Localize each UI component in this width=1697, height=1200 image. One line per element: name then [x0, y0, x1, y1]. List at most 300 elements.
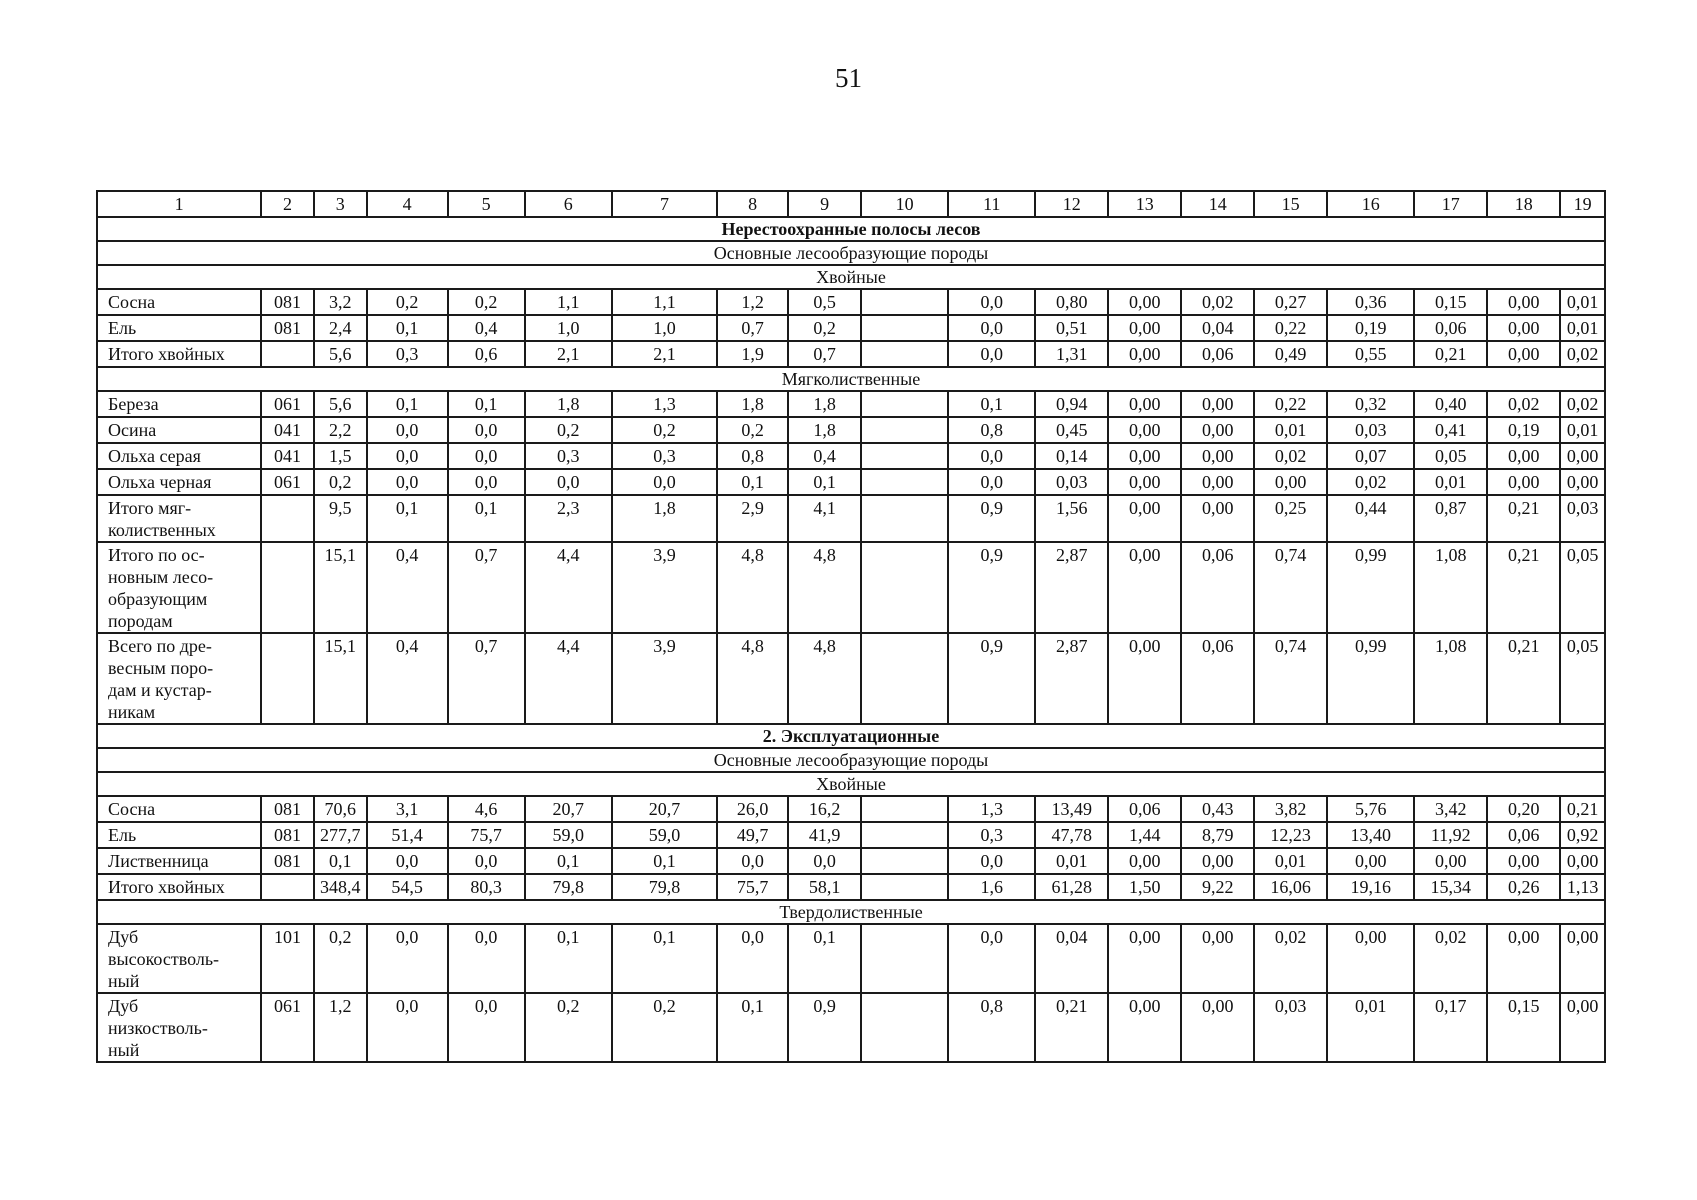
value-cell: 1,2: [314, 993, 367, 1062]
value-cell: 4,8: [717, 633, 788, 724]
value-cell: 5,6: [314, 341, 367, 367]
species-name-line: низкостволь-: [108, 1018, 208, 1038]
species-code-cell: 081: [261, 848, 314, 874]
species-name-line: Итого мяг-: [108, 498, 192, 518]
species-name-cell: [97, 443, 261, 469]
value-cell: 0,06: [1487, 822, 1560, 848]
species-code-cell: [261, 495, 314, 542]
value-cell: 5,6: [314, 391, 367, 417]
block-title-row: [97, 748, 1605, 772]
value-cell: 0,21: [1560, 796, 1605, 822]
species-code-cell: [261, 542, 314, 633]
table-row: [97, 469, 1605, 495]
value-cell: 0,94: [1035, 391, 1108, 417]
value-cell: [861, 417, 948, 443]
value-cell: [861, 848, 948, 874]
value-cell: 0,00: [1181, 495, 1254, 542]
value-cell: [861, 443, 948, 469]
value-cell: 0,45: [1035, 417, 1108, 443]
value-cell: 348,4: [314, 874, 367, 900]
value-cell: 0,2: [525, 993, 612, 1062]
column-number-cell: 16: [1327, 191, 1414, 217]
section-title: Нерестоохранные полосы лесов: [97, 217, 1605, 241]
value-cell: 80,3: [448, 874, 525, 900]
value-cell: 3,9: [612, 542, 717, 633]
value-cell: 0,21: [1487, 542, 1560, 633]
table-row: [97, 495, 1605, 542]
value-cell: 0,0: [367, 417, 448, 443]
value-cell: 0,36: [1327, 289, 1414, 315]
forest-stock-table: [96, 190, 1606, 1063]
value-cell: 0,06: [1414, 315, 1487, 341]
value-cell: 9,22: [1181, 874, 1254, 900]
value-cell: 0,0: [948, 315, 1035, 341]
value-cell: 15,34: [1414, 874, 1487, 900]
species-name-cell: [97, 924, 261, 993]
species-code-cell: [261, 341, 314, 367]
value-cell: 0,00: [1181, 848, 1254, 874]
species-name-line: Ель: [108, 318, 137, 338]
value-cell: 59,0: [612, 822, 717, 848]
value-cell: 0,01: [1035, 848, 1108, 874]
value-cell: 0,3: [948, 822, 1035, 848]
value-cell: 0,02: [1414, 924, 1487, 993]
value-cell: 0,00: [1487, 315, 1560, 341]
value-cell: 0,32: [1327, 391, 1414, 417]
column-number-cell: 9: [788, 191, 861, 217]
value-cell: 0,0: [948, 469, 1035, 495]
value-cell: 0,15: [1414, 289, 1487, 315]
group-title-row: [97, 772, 1605, 796]
value-cell: 75,7: [448, 822, 525, 848]
section-title: 2. Эксплуатационные: [97, 724, 1605, 748]
value-cell: 0,1: [367, 315, 448, 341]
value-cell: 2,1: [612, 341, 717, 367]
value-cell: 0,21: [1414, 341, 1487, 367]
group-title: Хвойные: [97, 772, 1605, 796]
value-cell: 1,8: [788, 391, 861, 417]
value-cell: [861, 993, 948, 1062]
value-cell: 0,1: [367, 495, 448, 542]
value-cell: 47,78: [1035, 822, 1108, 848]
value-cell: 1,3: [948, 796, 1035, 822]
value-cell: 3,82: [1254, 796, 1327, 822]
value-cell: 0,3: [612, 443, 717, 469]
value-cell: 0,0: [448, 469, 525, 495]
value-cell: 16,2: [788, 796, 861, 822]
value-cell: 2,1: [525, 341, 612, 367]
species-name-cell: [97, 391, 261, 417]
value-cell: 0,00: [1181, 993, 1254, 1062]
value-cell: 26,0: [717, 796, 788, 822]
table-row: [97, 289, 1605, 315]
value-cell: 0,92: [1560, 822, 1605, 848]
value-cell: 0,7: [448, 633, 525, 724]
value-cell: 0,0: [367, 848, 448, 874]
value-cell: 0,00: [1254, 469, 1327, 495]
value-cell: 70,6: [314, 796, 367, 822]
species-name-line: Береза: [108, 394, 159, 414]
species-name-line: Лиственница: [108, 851, 209, 871]
value-cell: 0,03: [1035, 469, 1108, 495]
value-cell: 1,0: [612, 315, 717, 341]
table-row: [97, 542, 1605, 633]
value-cell: 5,76: [1327, 796, 1414, 822]
value-cell: 0,43: [1181, 796, 1254, 822]
value-cell: 1,13: [1560, 874, 1605, 900]
value-cell: 0,22: [1254, 315, 1327, 341]
value-cell: 0,00: [1181, 391, 1254, 417]
column-number-cell: 8: [717, 191, 788, 217]
value-cell: 0,1: [717, 993, 788, 1062]
value-cell: 2,3: [525, 495, 612, 542]
value-cell: 0,2: [612, 993, 717, 1062]
table-body: [97, 191, 1605, 1062]
value-cell: 0,01: [1327, 993, 1414, 1062]
section-title-row: [97, 217, 1605, 241]
value-cell: 0,01: [1414, 469, 1487, 495]
value-cell: 0,55: [1327, 341, 1414, 367]
value-cell: 0,0: [948, 341, 1035, 367]
species-code-cell: 081: [261, 796, 314, 822]
species-name-cell: [97, 633, 261, 724]
value-cell: 1,0: [525, 315, 612, 341]
value-cell: 0,00: [1108, 542, 1181, 633]
value-cell: 0,2: [717, 417, 788, 443]
species-name-line: Всего по дре-: [108, 636, 212, 656]
value-cell: 0,9: [948, 542, 1035, 633]
value-cell: [861, 469, 948, 495]
species-name-line: Дуб: [108, 996, 139, 1016]
species-name-line: Осина: [108, 420, 157, 440]
group-title-row: [97, 265, 1605, 289]
species-name-line: Итого по ос-: [108, 545, 205, 565]
value-cell: 1,6: [948, 874, 1035, 900]
value-cell: 0,0: [448, 443, 525, 469]
value-cell: 8,79: [1181, 822, 1254, 848]
value-cell: 0,21: [1487, 495, 1560, 542]
table-row: [97, 993, 1605, 1062]
value-cell: 0,04: [1035, 924, 1108, 993]
species-name-line: Ель: [108, 825, 137, 845]
column-number-cell: 5: [448, 191, 525, 217]
value-cell: 0,4: [367, 633, 448, 724]
value-cell: 0,17: [1414, 993, 1487, 1062]
block-title: Основные лесообразующие породы: [97, 241, 1605, 265]
column-number-cell: 2: [261, 191, 314, 217]
value-cell: 2,87: [1035, 633, 1108, 724]
species-name-cell: [97, 315, 261, 341]
value-cell: 0,02: [1327, 469, 1414, 495]
value-cell: 0,05: [1560, 542, 1605, 633]
value-cell: 0,27: [1254, 289, 1327, 315]
value-cell: 0,3: [525, 443, 612, 469]
value-cell: 0,0: [367, 443, 448, 469]
value-cell: 0,0: [948, 848, 1035, 874]
value-cell: 0,25: [1254, 495, 1327, 542]
value-cell: [861, 542, 948, 633]
value-cell: 0,9: [788, 993, 861, 1062]
value-cell: 0,6: [448, 341, 525, 367]
value-cell: 0,03: [1560, 495, 1605, 542]
value-cell: 0,00: [1487, 848, 1560, 874]
column-number-cell: 10: [861, 191, 948, 217]
value-cell: 0,2: [367, 289, 448, 315]
value-cell: 0,80: [1035, 289, 1108, 315]
value-cell: 0,00: [1108, 417, 1181, 443]
value-cell: 1,1: [525, 289, 612, 315]
value-cell: 0,2: [314, 924, 367, 993]
value-cell: 0,04: [1181, 315, 1254, 341]
value-cell: [861, 633, 948, 724]
value-cell: 0,06: [1181, 542, 1254, 633]
value-cell: 0,41: [1414, 417, 1487, 443]
value-cell: 0,5: [788, 289, 861, 315]
value-cell: 0,1: [314, 848, 367, 874]
species-name-cell: [97, 495, 261, 542]
value-cell: 3,42: [1414, 796, 1487, 822]
species-name-line: дам и кустар-: [108, 680, 212, 700]
value-cell: 0,0: [448, 848, 525, 874]
table-row: [97, 391, 1605, 417]
value-cell: 0,74: [1254, 633, 1327, 724]
table-row: [97, 796, 1605, 822]
group-title: Твердолиственные: [97, 900, 1605, 924]
species-name-line: Ольха серая: [108, 446, 201, 466]
value-cell: 0,02: [1560, 391, 1605, 417]
value-cell: 20,7: [612, 796, 717, 822]
species-code-cell: [261, 874, 314, 900]
value-cell: 0,0: [948, 443, 1035, 469]
value-cell: 0,00: [1181, 924, 1254, 993]
value-cell: 0,1: [612, 924, 717, 993]
value-cell: 0,00: [1108, 391, 1181, 417]
value-cell: 0,2: [448, 289, 525, 315]
value-cell: 0,99: [1327, 542, 1414, 633]
value-cell: [861, 289, 948, 315]
value-cell: 0,00: [1108, 315, 1181, 341]
value-cell: 0,00: [1108, 924, 1181, 993]
value-cell: 0,26: [1487, 874, 1560, 900]
value-cell: 0,44: [1327, 495, 1414, 542]
value-cell: 0,2: [612, 417, 717, 443]
value-cell: 0,74: [1254, 542, 1327, 633]
page-number: 51: [835, 63, 862, 93]
value-cell: 0,03: [1327, 417, 1414, 443]
value-cell: 0,0: [448, 924, 525, 993]
value-cell: [861, 796, 948, 822]
value-cell: 12,23: [1254, 822, 1327, 848]
species-name-line: новным лесо-: [108, 567, 214, 587]
value-cell: 0,51: [1035, 315, 1108, 341]
column-number-cell: 17: [1414, 191, 1487, 217]
column-number-cell: 6: [525, 191, 612, 217]
block-title-row: [97, 241, 1605, 265]
value-cell: 1,8: [525, 391, 612, 417]
value-cell: 0,0: [948, 289, 1035, 315]
species-name-line: весным поро-: [108, 658, 214, 678]
value-cell: [861, 391, 948, 417]
column-number-cell: 11: [948, 191, 1035, 217]
value-cell: [861, 822, 948, 848]
value-cell: 0,0: [612, 469, 717, 495]
value-cell: 0,99: [1327, 633, 1414, 724]
value-cell: 0,00: [1108, 848, 1181, 874]
value-cell: 0,00: [1327, 924, 1414, 993]
value-cell: 0,00: [1487, 469, 1560, 495]
value-cell: 0,2: [788, 315, 861, 341]
species-code-cell: 081: [261, 289, 314, 315]
species-name-line: Дуб: [108, 927, 139, 947]
species-name-cell: [97, 848, 261, 874]
group-title-row: [97, 367, 1605, 391]
value-cell: 4,8: [717, 542, 788, 633]
value-cell: 0,1: [525, 924, 612, 993]
species-name-line: Итого хвойных: [108, 344, 225, 364]
table-row: [97, 315, 1605, 341]
value-cell: 0,00: [1108, 341, 1181, 367]
table-row: [97, 633, 1605, 724]
value-cell: 0,0: [525, 469, 612, 495]
value-cell: 0,00: [1327, 848, 1414, 874]
value-cell: 0,15: [1487, 993, 1560, 1062]
value-cell: 0,0: [948, 924, 1035, 993]
value-cell: 0,02: [1181, 289, 1254, 315]
value-cell: 1,08: [1414, 542, 1487, 633]
value-cell: 0,19: [1487, 417, 1560, 443]
value-cell: 1,31: [1035, 341, 1108, 367]
value-cell: 0,1: [788, 469, 861, 495]
value-cell: 0,02: [1560, 341, 1605, 367]
value-cell: 0,9: [948, 495, 1035, 542]
value-cell: 0,0: [448, 417, 525, 443]
species-name-cell: [97, 341, 261, 367]
column-number-cell: 14: [1181, 191, 1254, 217]
species-code-cell: 061: [261, 391, 314, 417]
value-cell: 13,40: [1327, 822, 1414, 848]
value-cell: 0,0: [448, 993, 525, 1062]
value-cell: [861, 924, 948, 993]
value-cell: 0,21: [1035, 993, 1108, 1062]
value-cell: 0,02: [1254, 924, 1327, 993]
value-cell: 0,00: [1560, 993, 1605, 1062]
value-cell: 1,1: [612, 289, 717, 315]
column-number-cell: 1: [97, 191, 261, 217]
species-name-line: высокостволь-: [108, 949, 220, 969]
group-title: Мягколиственные: [97, 367, 1605, 391]
value-cell: 0,1: [525, 848, 612, 874]
value-cell: 0,00: [1487, 341, 1560, 367]
species-name-cell: [97, 993, 261, 1062]
species-name-line: ный: [108, 971, 140, 991]
value-cell: 4,8: [788, 633, 861, 724]
value-cell: 13,49: [1035, 796, 1108, 822]
value-cell: 0,0: [717, 848, 788, 874]
value-cell: 1,8: [717, 391, 788, 417]
value-cell: 49,7: [717, 822, 788, 848]
column-number-row: [97, 191, 1605, 217]
value-cell: 0,01: [1254, 848, 1327, 874]
value-cell: 0,05: [1414, 443, 1487, 469]
value-cell: 0,0: [367, 469, 448, 495]
column-number-cell: 13: [1108, 191, 1181, 217]
group-title-row: [97, 900, 1605, 924]
species-code-cell: 041: [261, 417, 314, 443]
value-cell: 19,16: [1327, 874, 1414, 900]
value-cell: 0,06: [1181, 341, 1254, 367]
species-name-cell: [97, 822, 261, 848]
value-cell: 0,01: [1560, 315, 1605, 341]
species-name-line: Сосна: [108, 292, 156, 312]
value-cell: 0,0: [367, 924, 448, 993]
species-name-cell: [97, 874, 261, 900]
value-cell: 61,28: [1035, 874, 1108, 900]
value-cell: [861, 495, 948, 542]
species-name-cell: [97, 796, 261, 822]
value-cell: 0,1: [367, 391, 448, 417]
value-cell: 1,08: [1414, 633, 1487, 724]
value-cell: 0,0: [367, 993, 448, 1062]
value-cell: 0,01: [1254, 417, 1327, 443]
value-cell: 4,4: [525, 542, 612, 633]
value-cell: 0,8: [717, 443, 788, 469]
species-code-cell: 081: [261, 315, 314, 341]
value-cell: 0,00: [1487, 289, 1560, 315]
value-cell: 0,14: [1035, 443, 1108, 469]
value-cell: 0,7: [717, 315, 788, 341]
value-cell: 0,00: [1560, 924, 1605, 993]
value-cell: 79,8: [612, 874, 717, 900]
value-cell: 0,20: [1487, 796, 1560, 822]
value-cell: 0,1: [448, 495, 525, 542]
value-cell: 2,9: [717, 495, 788, 542]
value-cell: 0,00: [1108, 443, 1181, 469]
value-cell: 0,1: [448, 391, 525, 417]
table-row: [97, 874, 1605, 900]
value-cell: 1,5: [314, 443, 367, 469]
value-cell: 0,4: [788, 443, 861, 469]
species-name-cell: [97, 542, 261, 633]
table-row: [97, 822, 1605, 848]
species-name-line: никам: [108, 702, 156, 722]
value-cell: 9,5: [314, 495, 367, 542]
value-cell: 0,2: [525, 417, 612, 443]
value-cell: 0,8: [948, 993, 1035, 1062]
group-title: Хвойные: [97, 265, 1605, 289]
value-cell: 1,2: [717, 289, 788, 315]
species-code-cell: 061: [261, 993, 314, 1062]
value-cell: 0,40: [1414, 391, 1487, 417]
value-cell: 20,7: [525, 796, 612, 822]
value-cell: 58,1: [788, 874, 861, 900]
value-cell: 11,92: [1414, 822, 1487, 848]
species-name-line: Сосна: [108, 799, 156, 819]
value-cell: 0,03: [1254, 993, 1327, 1062]
value-cell: 0,00: [1560, 848, 1605, 874]
value-cell: 75,7: [717, 874, 788, 900]
value-cell: [861, 874, 948, 900]
species-name-line: Итого хвойных: [108, 877, 225, 897]
value-cell: 0,00: [1181, 443, 1254, 469]
value-cell: 4,1: [788, 495, 861, 542]
value-cell: 0,0: [717, 924, 788, 993]
value-cell: 277,7: [314, 822, 367, 848]
value-cell: 0,7: [788, 341, 861, 367]
table-row: [97, 417, 1605, 443]
value-cell: 0,8: [948, 417, 1035, 443]
value-cell: 1,3: [612, 391, 717, 417]
forest-table-container: [96, 190, 1606, 1063]
